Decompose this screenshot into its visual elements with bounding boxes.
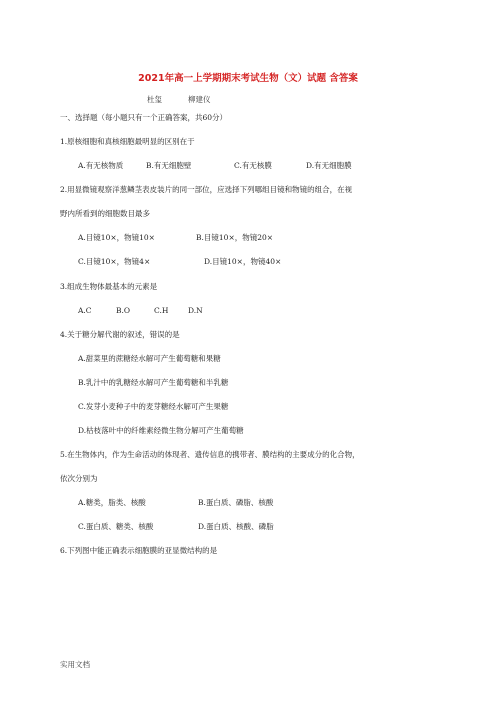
question-stem-continued: 依次分别为 — [60, 474, 98, 483]
option-row — [78, 257, 458, 267]
option-row — [78, 498, 458, 508]
option: A.糖类，脂类、核酸 — [78, 498, 146, 507]
option: B.目镜10×，物镜20× — [196, 233, 274, 242]
option-row — [78, 161, 458, 171]
question-stem: 5.在生物体内，作为生命活动的体现者、遗传信息的携带者、膜结构的主要成分的化合物， — [60, 450, 360, 459]
option: B.有无细胞壁 — [146, 161, 192, 170]
question-stem: 1.原核细胞和真核细胞最明显的区别在于 — [60, 137, 195, 146]
option: C.H — [154, 306, 169, 315]
question-stem: 2.用显微镜观察洋葱鳞茎表皮装片的同一部位，应选择下列哪组目镜和物镜的组合，在视 — [60, 185, 353, 194]
option: B.蛋白质、磷脂、核酸 — [198, 498, 274, 507]
option: A.甜菜里的蔗糖经水解可产生葡萄糖和果糖 — [78, 354, 221, 363]
option: C.蛋白质、糖类、核酸 — [78, 522, 154, 531]
option: C.有无核膜 — [234, 161, 272, 170]
option: A.有无核物质 — [78, 161, 124, 170]
question-stem-continued: 野内所看到的细胞数目最多 — [60, 209, 150, 218]
section-heading: 一、选择题（每小题只有一个正确答案，共60分） — [60, 113, 228, 122]
author-name: 柳建仪 — [188, 95, 211, 104]
option: D.目镜10×，物镜40× — [204, 257, 282, 266]
exam-title: 2021年高一上学期期末考试生物（文）试题 含答案 — [138, 73, 358, 84]
option: C.目镜10×，物镜4× — [78, 257, 151, 266]
question-stem: 6.下列图中能正确表示细胞膜的亚显微结构的是 — [60, 546, 218, 555]
option: D.N — [188, 306, 203, 315]
option: B.乳汁中的乳糖经水解可产生葡萄糖和半乳糖 — [78, 378, 229, 387]
option: A.目镜10×，物镜10× — [78, 233, 155, 242]
option: A.C — [78, 306, 92, 315]
author-line — [147, 94, 211, 105]
page-footer: 实用文档 — [60, 660, 90, 669]
option: D.枯枝落叶中的纤维素经微生物分解可产生葡萄糖 — [78, 426, 244, 435]
author-name: 杜玺 — [147, 95, 162, 104]
option: D.蛋白质、核酸、磷脂 — [198, 522, 274, 531]
question-stem: 3.组成生物体最基本的元素是 — [60, 282, 158, 291]
option-row — [78, 522, 458, 532]
question-stem: 4.关于糖分解代谢的叙述，错误的是 — [60, 330, 180, 339]
option-row — [78, 233, 458, 243]
option-row — [78, 306, 458, 316]
option: C.发芽小麦种子中的麦芽糖经水解可产生果糖 — [78, 402, 229, 411]
option: B.O — [116, 306, 131, 315]
option: D.有无细胞膜 — [306, 161, 352, 170]
